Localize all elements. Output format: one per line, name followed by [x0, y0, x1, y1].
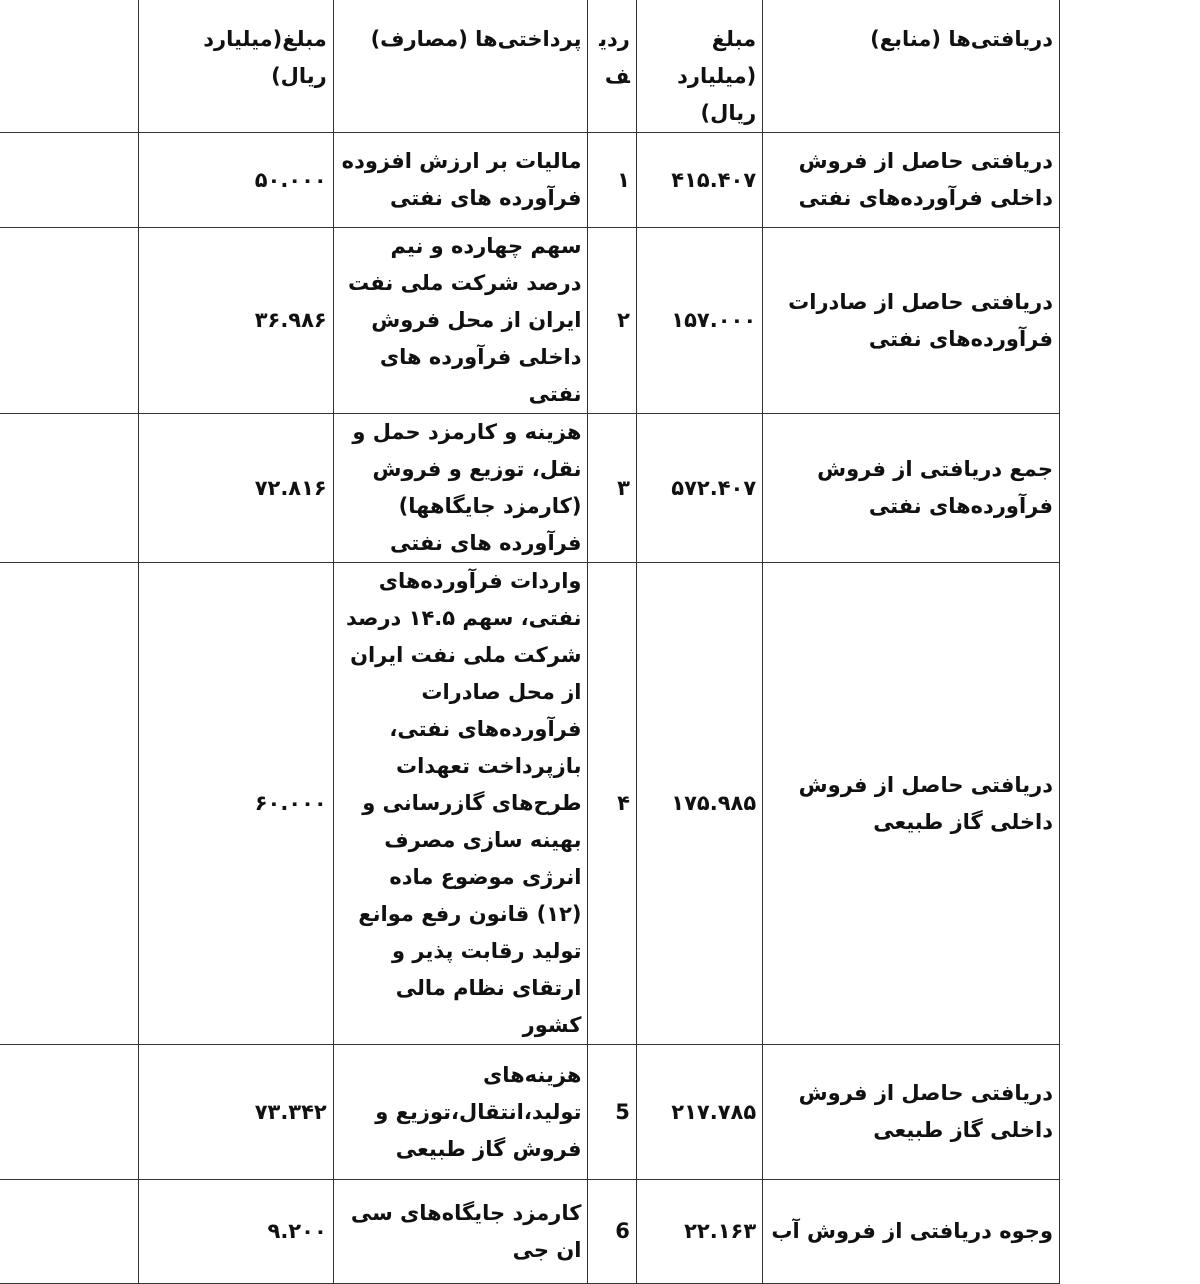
source-cell: دریافتی حاصل از فروش داخلی گاز طبیعی [763, 1045, 1060, 1180]
source-cell: دریافتی حاصل از صادرات فرآورده‌های نفتی [763, 228, 1060, 414]
empty-cell [0, 133, 139, 228]
row-number-cell: ۲ [588, 228, 636, 414]
source-cell: دریافتی حاصل از فروش داخلی فرآورده‌های نفتی [763, 133, 1060, 228]
header-row-number: ردیف [588, 0, 636, 133]
table-row [0, 1180, 1060, 1284]
empty-cell [0, 228, 139, 414]
table-row [0, 1045, 1060, 1180]
row-number-cell: ۳ [588, 414, 636, 563]
payment-amount-cell: ۶۰.۰۰۰ [139, 563, 334, 1045]
source-amount-cell: ۱۵۷.۰۰۰ [636, 228, 762, 414]
payment-cell: سهم چهارده و نیم درصد شرکت ملی نفت ایران از محل فروش داخلی فرآورده های نفتی [333, 228, 588, 414]
row-number-cell: 6 [588, 1180, 636, 1284]
header-empty-cell [0, 0, 139, 133]
empty-cell [0, 1180, 139, 1284]
table-row [0, 414, 1060, 563]
empty-cell [0, 414, 139, 563]
payment-cell: هزینه‌های تولید،انتقال،توزیع و فروش گاز طبیعی [333, 1045, 588, 1180]
table-row [0, 228, 1060, 414]
payment-cell: هزینه و کارمزد حمل و نقل، توزیع و فروش (کارمزد جایگاهها) فرآورده های نفتی [333, 414, 588, 563]
empty-cell [0, 563, 139, 1045]
table-row [0, 563, 1060, 1045]
row-number-cell: ۱ [588, 133, 636, 228]
row-number-cell: ۴ [588, 563, 636, 1045]
payment-amount-cell: ۷۳.۳۴۲ [139, 1045, 334, 1180]
header-amount-sources: مبلغ (میلیارد ریال) [636, 0, 762, 133]
source-cell: دریافتی حاصل از فروش داخلی گاز طبیعی [763, 563, 1060, 1045]
payment-cell: مالیات بر ارزش افزوده فرآورده های نفتی [333, 133, 588, 228]
payment-amount-cell: ۵۰.۰۰۰ [139, 133, 334, 228]
payment-amount-cell: ۳۶.۹۸۶ [139, 228, 334, 414]
payment-cell: کارمزد جایگاه‌های سی ان جی [333, 1180, 588, 1284]
row-number-cell: 5 [588, 1045, 636, 1180]
header-sources: دریافتی‌ها (منابع) [763, 0, 1060, 133]
payment-amount-cell: ۹.۲۰۰ [139, 1180, 334, 1284]
source-amount-cell: ۱۷۵.۹۸۵ [636, 563, 762, 1045]
table-header-row [0, 0, 1060, 133]
payment-amount-cell: ۷۲.۸۱۶ [139, 414, 334, 563]
header-payments: پرداختی‌ها (مصارف) [333, 0, 588, 133]
source-cell: جمع دریافتی از فروش فرآورده‌های نفتی [763, 414, 1060, 563]
source-amount-cell: ۵۷۲.۴۰۷ [636, 414, 762, 563]
source-cell: وجوه دریافتی از فروش آب [763, 1180, 1060, 1284]
source-amount-cell: ۲۱۷.۷۸۵ [636, 1045, 762, 1180]
source-amount-cell: ۴۱۵.۴۰۷ [636, 133, 762, 228]
empty-cell [0, 1045, 139, 1180]
payment-cell: واردات فرآورده‌های نفتی، سهم ۱۴.۵ درصد شرکت ملی نفت ایران از محل صادرات فرآورده‌های نفتی، بازپرداخت تعهدات طرح‌های گازرسانی و بهینه سازی مصرف انرژی موضوع ماده (۱۲) قانون رفع موانع تولید رقابت پذیر و ارتقای نظام مالی کشور [333, 563, 588, 1045]
source-amount-cell: ۲۲.۱۶۳ [636, 1180, 762, 1284]
table-row [0, 133, 1060, 228]
header-amount-payments: مبلغ(میلیارد ریال) [139, 0, 334, 133]
